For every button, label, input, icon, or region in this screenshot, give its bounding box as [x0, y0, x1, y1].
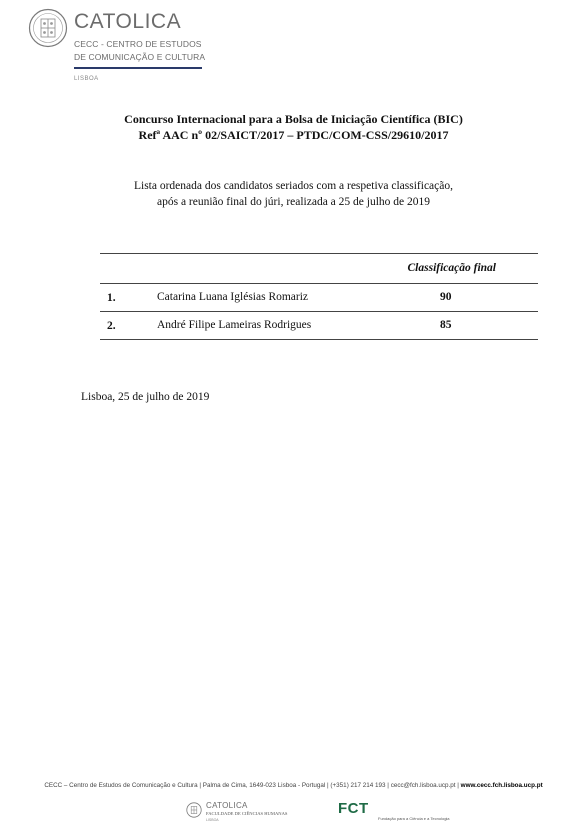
- candidate-name-cell: Catarina Luana Iglésias Romariz: [157, 291, 309, 303]
- column-header-classification: Classificação final: [407, 262, 496, 274]
- score-cell: 90: [440, 291, 452, 303]
- table-row: [100, 311, 538, 339]
- university-seal-icon: [28, 8, 68, 48]
- footer-logo-faculty: FACULDADE DE CIÊNCIAS HUMANAS: [206, 811, 288, 816]
- results-table: [100, 253, 538, 340]
- footer-website-link[interactable]: www.cecc.fch.lisboa.ucp.pt: [460, 782, 543, 789]
- brand-subtitle-line2: DE COMUNICAÇÃO E CULTURA: [74, 52, 206, 62]
- brand-divider: [74, 67, 202, 69]
- score-cell: 85: [440, 319, 452, 331]
- fct-logo-subtitle: Fundação para a Ciência e a Tecnologia: [378, 816, 450, 821]
- table-header-row: [100, 254, 538, 283]
- footer-catolica-logo: [186, 801, 306, 827]
- footer-logo-name: CATOLICA: [206, 801, 248, 810]
- brand-name: CATOLICA: [74, 10, 182, 33]
- footer-fct-logo: [338, 800, 450, 826]
- table-row: [100, 283, 538, 311]
- footer-contact: [0, 782, 587, 789]
- rank-cell: 2.: [107, 320, 116, 332]
- document-reference: Refª AAC nº 02/SAICT/2017 – PTDC/COM-CSS/29610/2017: [138, 128, 449, 142]
- place-date-signoff: Lisboa, 25 de julho de 2019: [81, 391, 210, 403]
- brand-city: LISBOA: [74, 76, 99, 82]
- candidate-name-cell: André Filipe Lameiras Rodrigues: [157, 319, 312, 331]
- footer-contact-text: CECC – Centro de Estudos de Comunicação e Cultura | Palma de Cima, 1649-023 Lisboa - Portugal | (+351) 217 214 193 | cecc@fch.lisboa.ucp.pt |: [44, 782, 459, 789]
- intro-line-1: Lista ordenada dos candidatos seriados com a respetiva classificação,: [133, 180, 453, 192]
- fct-logo-text: FCT: [338, 800, 369, 817]
- header-logo: [28, 8, 206, 84]
- intro-line-2: após a reunião final do júri, realizada a 25 de julho de 2019: [156, 196, 431, 208]
- brand-subtitle-line1: CECC - CENTRO DE ESTUDOS: [74, 39, 202, 49]
- rank-cell: 1.: [107, 292, 116, 304]
- document-title: Concurso Internacional para a Bolsa de Iniciação Científica (BIC): [124, 112, 463, 126]
- university-seal-icon: [186, 802, 202, 818]
- footer-logo-city: LISBOA: [206, 818, 219, 822]
